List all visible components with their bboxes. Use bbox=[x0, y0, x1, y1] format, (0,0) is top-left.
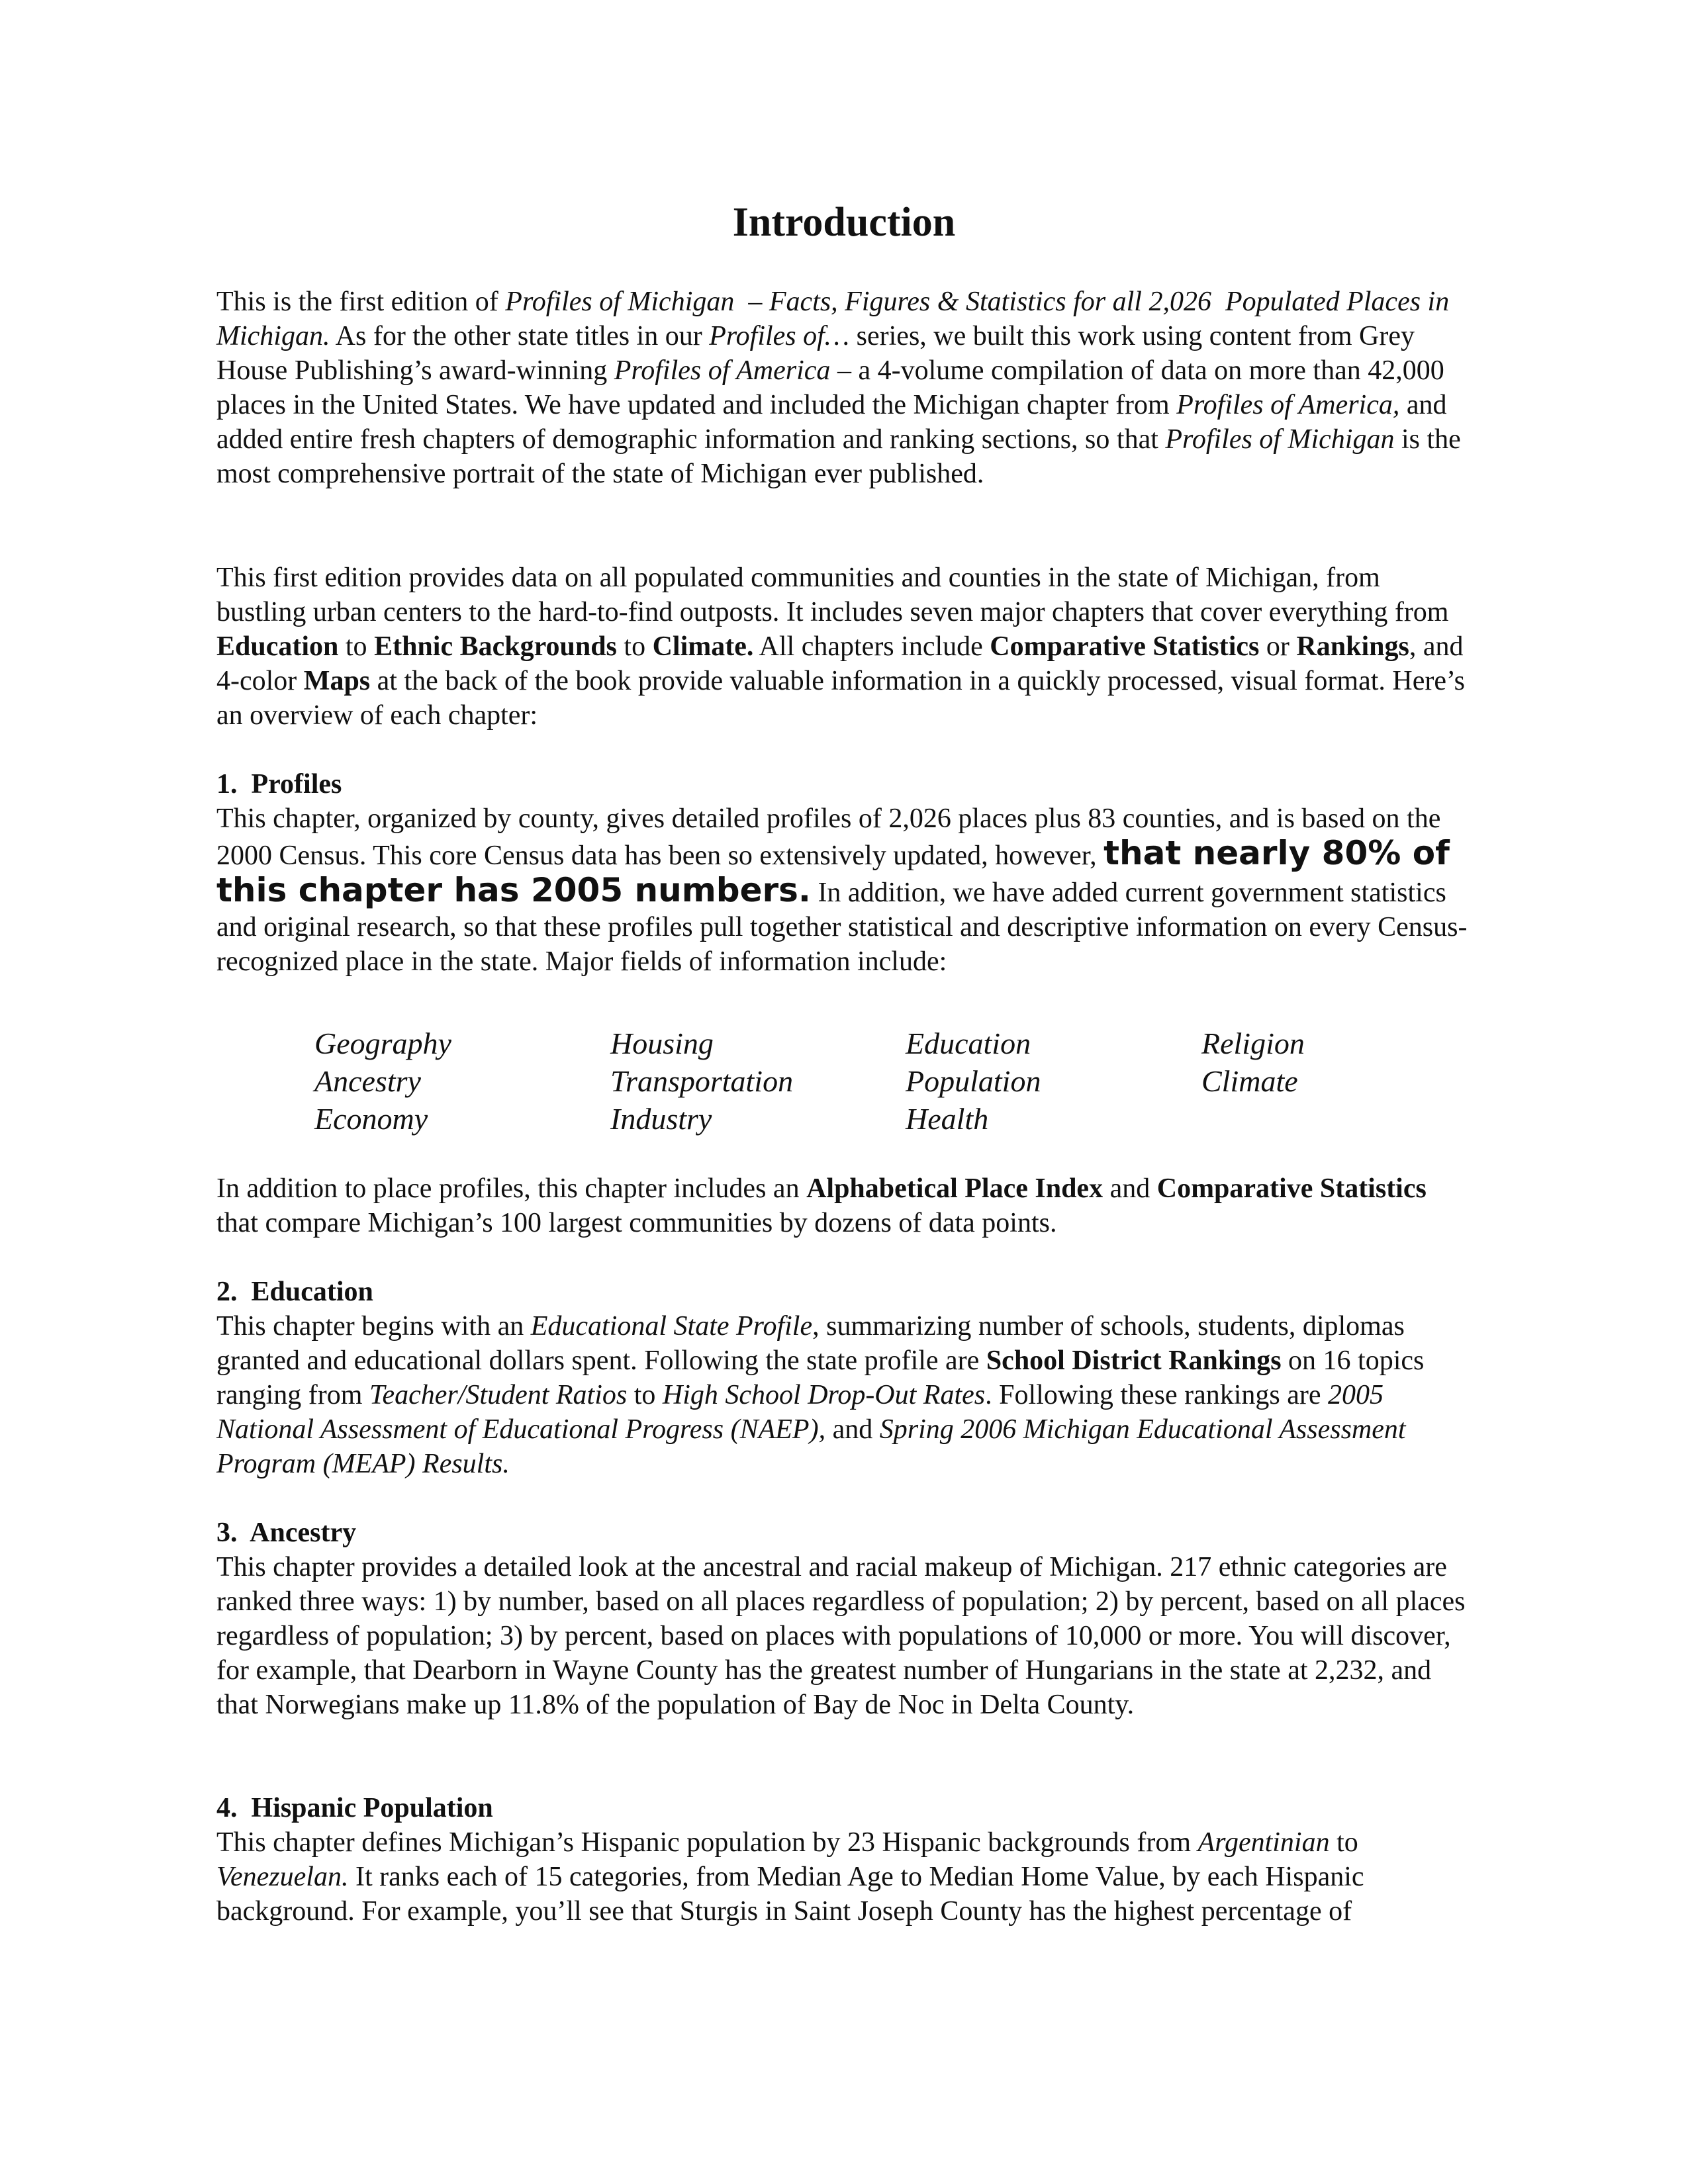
field-item: Religion bbox=[1201, 1026, 1305, 1060]
intro-text: series, we built this work using content from Grey House Publishing’s award-winning bbox=[216, 321, 1415, 386]
intro-text: is the most comprehensive portrait of the state of Michigan ever published. bbox=[216, 424, 1461, 489]
chapter-term: Maps bbox=[303, 666, 371, 696]
overview-text: This first edition provides data on all populated communities and counties in the state of Michigan, from bustling urban centers to the hard-to-find outposts. It includes seven major chapters that cover everything from bbox=[216, 563, 1449, 627]
field-item: Education bbox=[906, 1026, 1031, 1060]
section-body-hispanic bbox=[216, 1825, 1474, 1929]
intro-text: and added entire fresh chapters of demographic information and ranking sections, so that bbox=[216, 390, 1447, 455]
chapter-term: Comparative Statistics bbox=[990, 631, 1260, 662]
overview-text: All chapters include bbox=[753, 631, 990, 662]
chapter-term: School District Rankings bbox=[986, 1345, 1282, 1376]
section-text: . Following these rankings are bbox=[985, 1380, 1329, 1410]
source-title: Profiles of America, bbox=[1176, 390, 1400, 420]
overview-text: or bbox=[1259, 631, 1297, 662]
page-title: Introduction bbox=[732, 200, 956, 245]
series-title: Profiles of… bbox=[709, 321, 850, 351]
section-text: This chapter begins with an bbox=[216, 1311, 531, 1342]
field-item: Economy bbox=[314, 1102, 428, 1136]
section-body-education bbox=[216, 1309, 1474, 1481]
chapter-term: Education bbox=[216, 631, 339, 662]
field-item: Climate bbox=[1201, 1064, 1298, 1098]
overview-paragraph bbox=[216, 561, 1474, 733]
section-text: In addition to place profiles, this chapter includes an bbox=[216, 1173, 807, 1204]
field-item: Transportation bbox=[610, 1064, 794, 1098]
chapter-term: Comparative Statistics bbox=[1156, 1173, 1427, 1204]
italic-term: Venezuelan. bbox=[216, 1862, 349, 1892]
chapter-term: Ethnic Backgrounds bbox=[374, 631, 617, 662]
intro-text: This is the first edition of bbox=[216, 287, 506, 317]
chapter-term: Climate. bbox=[652, 631, 754, 662]
italic-term: Educational State Profile bbox=[530, 1311, 813, 1342]
section-text: This chapter, organized by county, gives detailed profiles of 2,026 places plus 83 counties, and is based on the 2000 Census. This core Census data has been so extensively updated, however, bbox=[216, 803, 1441, 871]
field-item: Health bbox=[906, 1102, 989, 1136]
section-text: and bbox=[1103, 1173, 1157, 1204]
section-heading-hispanic: 4. Hispanic Population bbox=[216, 1793, 493, 1823]
italic-term: High School Drop-Out Rates bbox=[662, 1380, 986, 1410]
book-title: Profiles of Michigan – Facts, Figures & Statistics for all 2,026 Populated Places in Michigan. bbox=[216, 287, 1450, 351]
field-item: Population bbox=[906, 1064, 1041, 1098]
italic-term: Argentinian bbox=[1197, 1827, 1330, 1858]
italic-term: 2005 National Assessment of Educational Progress (NAEP), bbox=[216, 1380, 1384, 1445]
field-item: Ancestry bbox=[314, 1064, 421, 1098]
italic-term: Spring 2006 Michigan Educational Assessment Program (MEAP) Results. bbox=[216, 1414, 1406, 1479]
book-title: Profiles of Michigan bbox=[1165, 424, 1395, 455]
intro-text: – a 4-volume compilation of data on more than 42,000 places in the United States. We have updated and included the Michigan chapter from bbox=[216, 355, 1444, 420]
emphasis-statement: that nearly 80% of this chapter has 2005 numbers. bbox=[216, 834, 1450, 909]
italic-term: Teacher/Student Ratios bbox=[369, 1380, 628, 1410]
section-heading-education: 2. Education bbox=[216, 1277, 373, 1307]
section-body-profiles bbox=[216, 801, 1474, 979]
overview-text: to bbox=[616, 631, 653, 662]
field-item: Geography bbox=[314, 1026, 451, 1060]
source-title: Profiles of America bbox=[614, 355, 831, 386]
chapter-term: Alphabetical Place Index bbox=[806, 1173, 1103, 1204]
section-text: , summarizing number of schools, students, diplomas granted and educational dollars spent. Following the state profile are bbox=[216, 1311, 1405, 1376]
section-heading-profiles: 1. Profiles bbox=[216, 769, 342, 799]
overview-text: , and 4-color bbox=[216, 631, 1464, 696]
intro-text: As for the other state titles in our bbox=[330, 321, 710, 351]
section-text: to bbox=[627, 1380, 663, 1410]
profiles-after-paragraph bbox=[216, 1171, 1474, 1240]
overview-text: to bbox=[338, 631, 375, 662]
section-text: This chapter defines Michigan’s Hispanic population by 23 Hispanic backgrounds from bbox=[216, 1827, 1198, 1858]
section-text: In addition, we have added current government statistics and original research, so that these profiles pull together statistical and descriptive information on every Census-recognized place in the state. Major fields of information include: bbox=[216, 878, 1468, 977]
section-text: It ranks each of 15 categories, from Median Age to Median Home Value, by each Hispanic background. For example, you’ll see that Sturgis in Saint Joseph County has the highest percentage of bbox=[216, 1862, 1364, 1927]
section-text: that compare Michigan’s 100 largest communities by dozens of data points. bbox=[216, 1208, 1057, 1238]
section-heading-ancestry: 3. Ancestry bbox=[216, 1518, 357, 1548]
intro-paragraph bbox=[216, 285, 1474, 491]
section-text: on 16 topics ranging from bbox=[216, 1345, 1425, 1410]
section-body-ancestry: This chapter provides a detailed look at the ancestral and racial makeup of Michigan. 217 ethnic categories are ranked three ways: 1) by number, based on all places regardless of population; 2) by percent, based on all places regardless of population; 3) by percent, based on places with populations of 10,000 or more. You will discover, for example, that Dearborn in Wayne County has the greatest number of Hungarians in the state at 2,232, and that Norwegians make up 11.8% of the population of Bay de Noc in Delta County. bbox=[216, 1552, 1466, 1720]
field-item: Housing bbox=[610, 1026, 714, 1060]
section-text: and bbox=[825, 1414, 880, 1445]
section-text: to bbox=[1329, 1827, 1358, 1858]
field-item: Industry bbox=[610, 1102, 712, 1136]
chapter-term: Rankings bbox=[1296, 631, 1409, 662]
overview-text: at the back of the book provide valuable information in a quickly processed, visual format. Here’s an overview of each chapter: bbox=[216, 666, 1465, 731]
